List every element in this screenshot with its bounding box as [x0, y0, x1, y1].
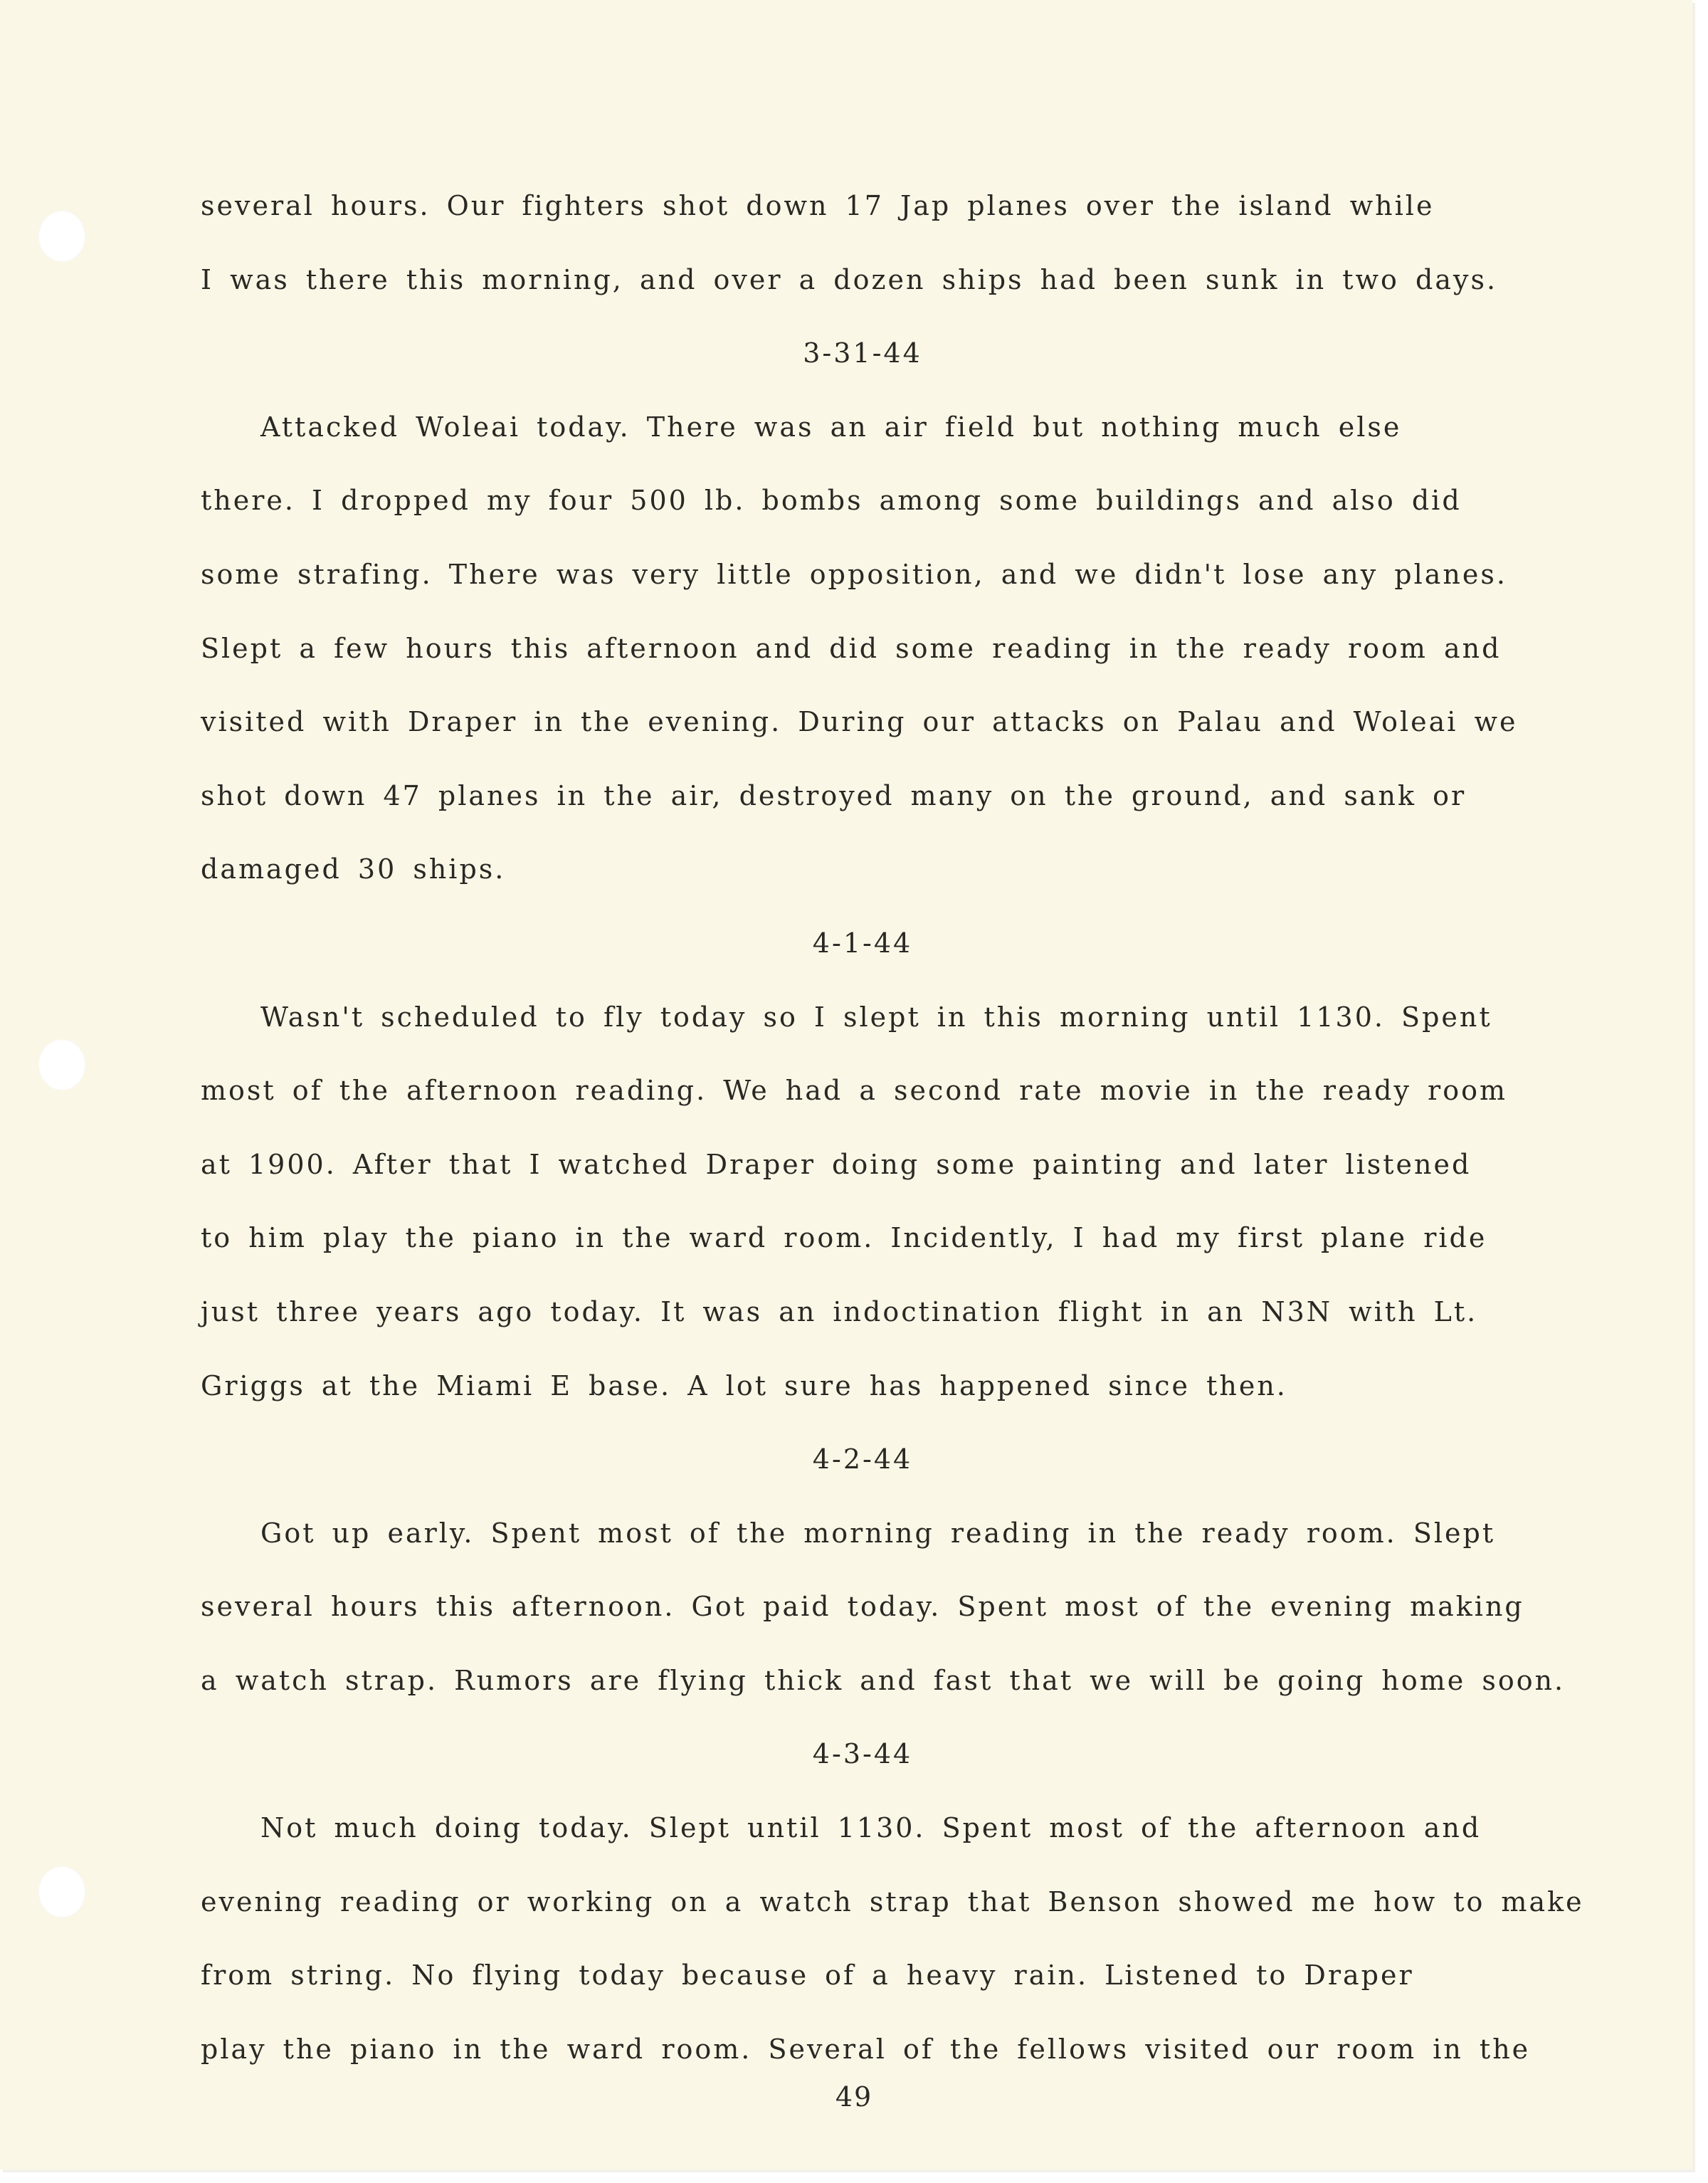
entry-date: 4-3-44	[812, 1738, 913, 1770]
text-line: some strafing. There was very little opposition, and we didn't lose any planes.	[201, 558, 1507, 590]
text-line: Griggs at the Miami E base. A lot sure has happened since then.	[201, 1369, 1287, 1401]
text-line: evening reading or working on a watch strap that Benson showed me how to make	[201, 1885, 1584, 1918]
text-line: at 1900. After that I watched Draper doing some painting and later listened	[201, 1148, 1472, 1180]
entry-date: 4-1-44	[812, 927, 913, 959]
text-line: I was there this morning, and over a dozen ships had been sunk in two days.	[201, 263, 1498, 295]
entry-date: 3-31-44	[803, 337, 922, 369]
text-line: Wasn't scheduled to fly today so I slept in this morning until 1130. Spent	[260, 1001, 1492, 1033]
text-line: there. I dropped my four 500 lb. bombs among some buildings and also did	[201, 485, 1462, 517]
text-line: most of the afternoon reading. We had a second rate movie in the ready room	[201, 1075, 1507, 1107]
text-line: just three years ago today. It was an indoctination flight in an N3N with Lt.	[201, 1295, 1478, 1327]
text-line: several hours. Our fighters shot down 17 Jap planes over the island while	[201, 190, 1435, 221]
text-line: damaged 30 ships.	[201, 853, 506, 885]
binder-hole	[38, 1866, 85, 1918]
text-line: Not much doing today. Slept until 1130. Spent most of the afternoon and	[260, 1812, 1482, 1844]
page-number: 49	[835, 2081, 873, 2113]
text-line: a watch strap. Rumors are flying thick and fast that we will be going home soon.	[201, 1664, 1566, 1696]
text-line: visited with Draper in the evening. During our attacks on Palau and Woleai we	[201, 706, 1518, 738]
text-line: from string. No flying today because of a heavy rain. Listened to Draper	[201, 1960, 1414, 1992]
text-line: Attacked Woleai today. There was an air field but nothing much else	[260, 411, 1402, 443]
text-line: Got up early. Spent most of the morning reading in the ready room. Slept	[260, 1517, 1496, 1549]
text-line: shot down 47 planes in the air, destroyed many on the ground, and sank or	[201, 779, 1467, 811]
diary-text	[201, 169, 1584, 2086]
text-line: several hours this afternoon. Got paid today. Spent most of the evening making	[201, 1591, 1524, 1623]
binder-hole	[38, 211, 85, 262]
text-line: to him play the piano in the ward room. Incidently, I had my first plane ride	[201, 1222, 1487, 1254]
text-line: Slept a few hours this afternoon and did some reading in the ready room and	[201, 632, 1502, 664]
binder-hole	[38, 1039, 85, 1090]
text-line: play the piano in the ward room. Several of the fellows visited our room in the	[201, 2033, 1531, 2065]
entry-date: 4-2-44	[812, 1443, 913, 1476]
